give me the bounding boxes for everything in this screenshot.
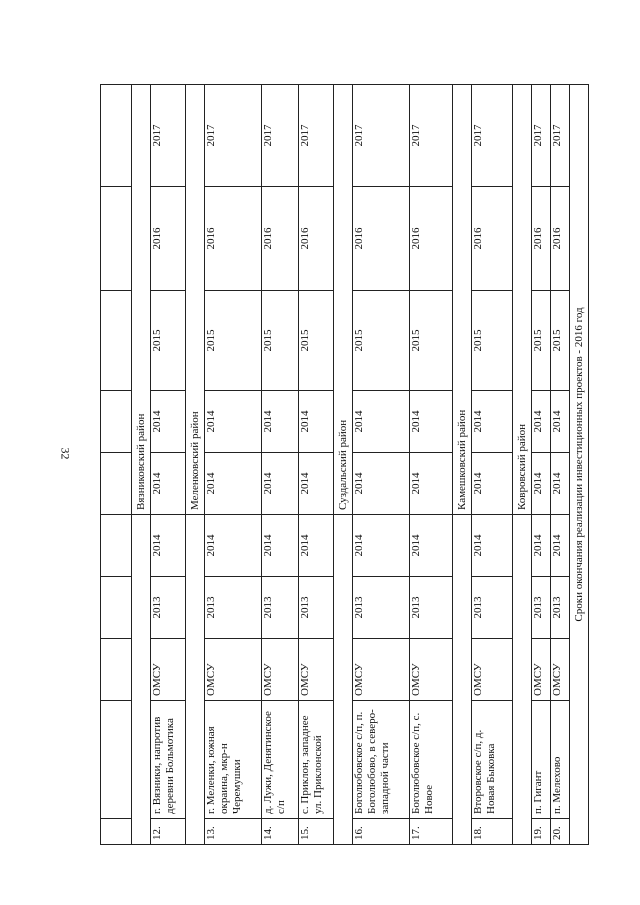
table-row	[299, 85, 334, 845]
table-row	[532, 85, 551, 845]
cell-y4: 2014	[410, 391, 453, 453]
cell-y7: 2017	[551, 85, 570, 187]
cell-y3: 2014	[262, 453, 299, 515]
cell-y6: 2016	[472, 187, 513, 291]
cell-y4: 2014	[151, 391, 186, 453]
table-top-blank-row	[101, 85, 132, 845]
cell-y7: 2017	[472, 85, 513, 187]
cell-org: ОМСУ	[262, 639, 299, 701]
cell-y5: 2015	[551, 291, 570, 391]
cell-y1: 2013	[205, 577, 262, 639]
table-row	[472, 85, 513, 845]
table-cell	[101, 819, 132, 845]
table-cell	[101, 291, 132, 391]
cell-y3: 2014	[353, 453, 410, 515]
cell-num: 20.	[551, 819, 570, 845]
region-header-row	[132, 85, 151, 845]
cell-y5: 2015	[532, 291, 551, 391]
table-row	[262, 85, 299, 845]
page-number: 32	[58, 447, 73, 460]
cell-org: ОМСУ	[205, 639, 262, 701]
cell-y1: 2013	[299, 577, 334, 639]
cell-place: п. Гигант	[532, 701, 551, 819]
cell-num: 16.	[353, 819, 410, 845]
table-cell	[101, 701, 132, 819]
cell-y7: 2017	[410, 85, 453, 187]
cell-y6: 2016	[532, 187, 551, 291]
table-cell	[101, 391, 132, 453]
cell-org: ОМСУ	[151, 639, 186, 701]
cell-y2: 2014	[551, 515, 570, 577]
cell-y1: 2013	[551, 577, 570, 639]
cell-org: ОМСУ	[551, 639, 570, 701]
cell-org: ОМСУ	[353, 639, 410, 701]
cell-y4: 2014	[299, 391, 334, 453]
table-cell	[101, 577, 132, 639]
cell-org: ОМСУ	[472, 639, 513, 701]
table-cell	[101, 453, 132, 515]
cell-y1: 2013	[472, 577, 513, 639]
cell-y3: 2014	[205, 453, 262, 515]
cell-y3: 2014	[551, 453, 570, 515]
table-cell	[101, 85, 132, 187]
cell-place: д. Лужи, Денятинское с/п	[262, 701, 299, 819]
cell-y7: 2017	[205, 85, 262, 187]
table-cell	[101, 515, 132, 577]
cell-y2: 2014	[410, 515, 453, 577]
cell-y7: 2017	[151, 85, 186, 187]
cell-y2: 2014	[353, 515, 410, 577]
cell-y2: 2014	[151, 515, 186, 577]
cell-y5: 2015	[205, 291, 262, 391]
table-cell	[186, 515, 205, 845]
cell-y5: 2015	[151, 291, 186, 391]
table-cell	[132, 515, 151, 845]
cell-y2: 2014	[472, 515, 513, 577]
cell-y3: 2014	[299, 453, 334, 515]
table-row	[410, 85, 453, 845]
cell-y6: 2016	[353, 187, 410, 291]
table-cell	[101, 639, 132, 701]
cell-num: 18.	[472, 819, 513, 845]
cell-y1: 2013	[262, 577, 299, 639]
region-name: Вязниковский район	[132, 85, 151, 515]
cell-y3: 2014	[532, 453, 551, 515]
cell-num: 13.	[205, 819, 262, 845]
cell-y2: 2014	[262, 515, 299, 577]
cell-y5: 2015	[353, 291, 410, 391]
cell-y7: 2017	[262, 85, 299, 187]
region-name: Ковровский район	[513, 85, 532, 515]
cell-y4: 2014	[532, 391, 551, 453]
cell-num: 17.	[410, 819, 453, 845]
cell-place: Боголюбовское с/п, п. Боголюбово, в северо-западной части	[353, 701, 410, 819]
cell-y1: 2013	[151, 577, 186, 639]
cell-place: п. Мелехово	[551, 701, 570, 819]
cell-y5: 2015	[262, 291, 299, 391]
cell-y2: 2014	[532, 515, 551, 577]
table-cell	[513, 515, 532, 845]
cell-y7: 2017	[299, 85, 334, 187]
cell-y6: 2016	[205, 187, 262, 291]
cell-y1: 2013	[532, 577, 551, 639]
rotated-table-frame	[100, 85, 585, 845]
cell-y2: 2014	[205, 515, 262, 577]
cell-org: ОМСУ	[532, 639, 551, 701]
table-body	[101, 85, 589, 845]
cell-place: г. Меленки, южная окраина, мкр-н Черемушки	[205, 701, 262, 819]
cell-y6: 2016	[551, 187, 570, 291]
cell-y6: 2016	[151, 187, 186, 291]
cell-place: Второвское с/п, д. Новая Быковка	[472, 701, 513, 819]
cell-y6: 2016	[410, 187, 453, 291]
table-cell	[334, 515, 353, 845]
region-header-row	[186, 85, 205, 845]
table-row	[151, 85, 186, 845]
cell-num: 12.	[151, 819, 186, 845]
region-header-row	[334, 85, 353, 845]
cell-y5: 2015	[472, 291, 513, 391]
footer-row	[570, 85, 589, 845]
cell-y5: 2015	[299, 291, 334, 391]
cell-num: 14.	[262, 819, 299, 845]
footer-note: Сроки окончания реализации инвестиционных проектов - 2016 год	[570, 85, 589, 845]
cell-y4: 2014	[472, 391, 513, 453]
region-header-row	[513, 85, 532, 845]
region-name: Меленковский район	[186, 85, 205, 515]
cell-org: ОМСУ	[299, 639, 334, 701]
table-cell	[101, 187, 132, 291]
rotated-table-container	[100, 85, 585, 845]
table-row	[551, 85, 570, 845]
table-row	[353, 85, 410, 845]
region-name: Суздальский район	[334, 85, 353, 515]
cell-y3: 2014	[472, 453, 513, 515]
table-row	[205, 85, 262, 845]
cell-num: 19.	[532, 819, 551, 845]
cell-y4: 2014	[205, 391, 262, 453]
cell-y1: 2013	[353, 577, 410, 639]
table-cell	[453, 515, 472, 845]
cell-y2: 2014	[299, 515, 334, 577]
cell-place: с. Приклон, западнее ул. Приклонской	[299, 701, 334, 819]
cell-y4: 2014	[353, 391, 410, 453]
cell-y3: 2014	[151, 453, 186, 515]
cell-y3: 2014	[410, 453, 453, 515]
cell-y7: 2017	[353, 85, 410, 187]
cell-y5: 2015	[410, 291, 453, 391]
cell-y7: 2017	[532, 85, 551, 187]
cell-y4: 2014	[551, 391, 570, 453]
cell-num: 15.	[299, 819, 334, 845]
cell-place: г. Вязники, напротив деревни Больмотика	[151, 701, 186, 819]
region-header-row	[453, 85, 472, 845]
cell-y6: 2016	[262, 187, 299, 291]
cell-org: ОМСУ	[410, 639, 453, 701]
cell-y1: 2013	[410, 577, 453, 639]
cell-y6: 2016	[299, 187, 334, 291]
region-name: Камешковский район	[453, 85, 472, 515]
cell-place: Боголюбовское с/п, с. Новое	[410, 701, 453, 819]
investment-projects-table	[100, 84, 589, 845]
cell-y4: 2014	[262, 391, 299, 453]
